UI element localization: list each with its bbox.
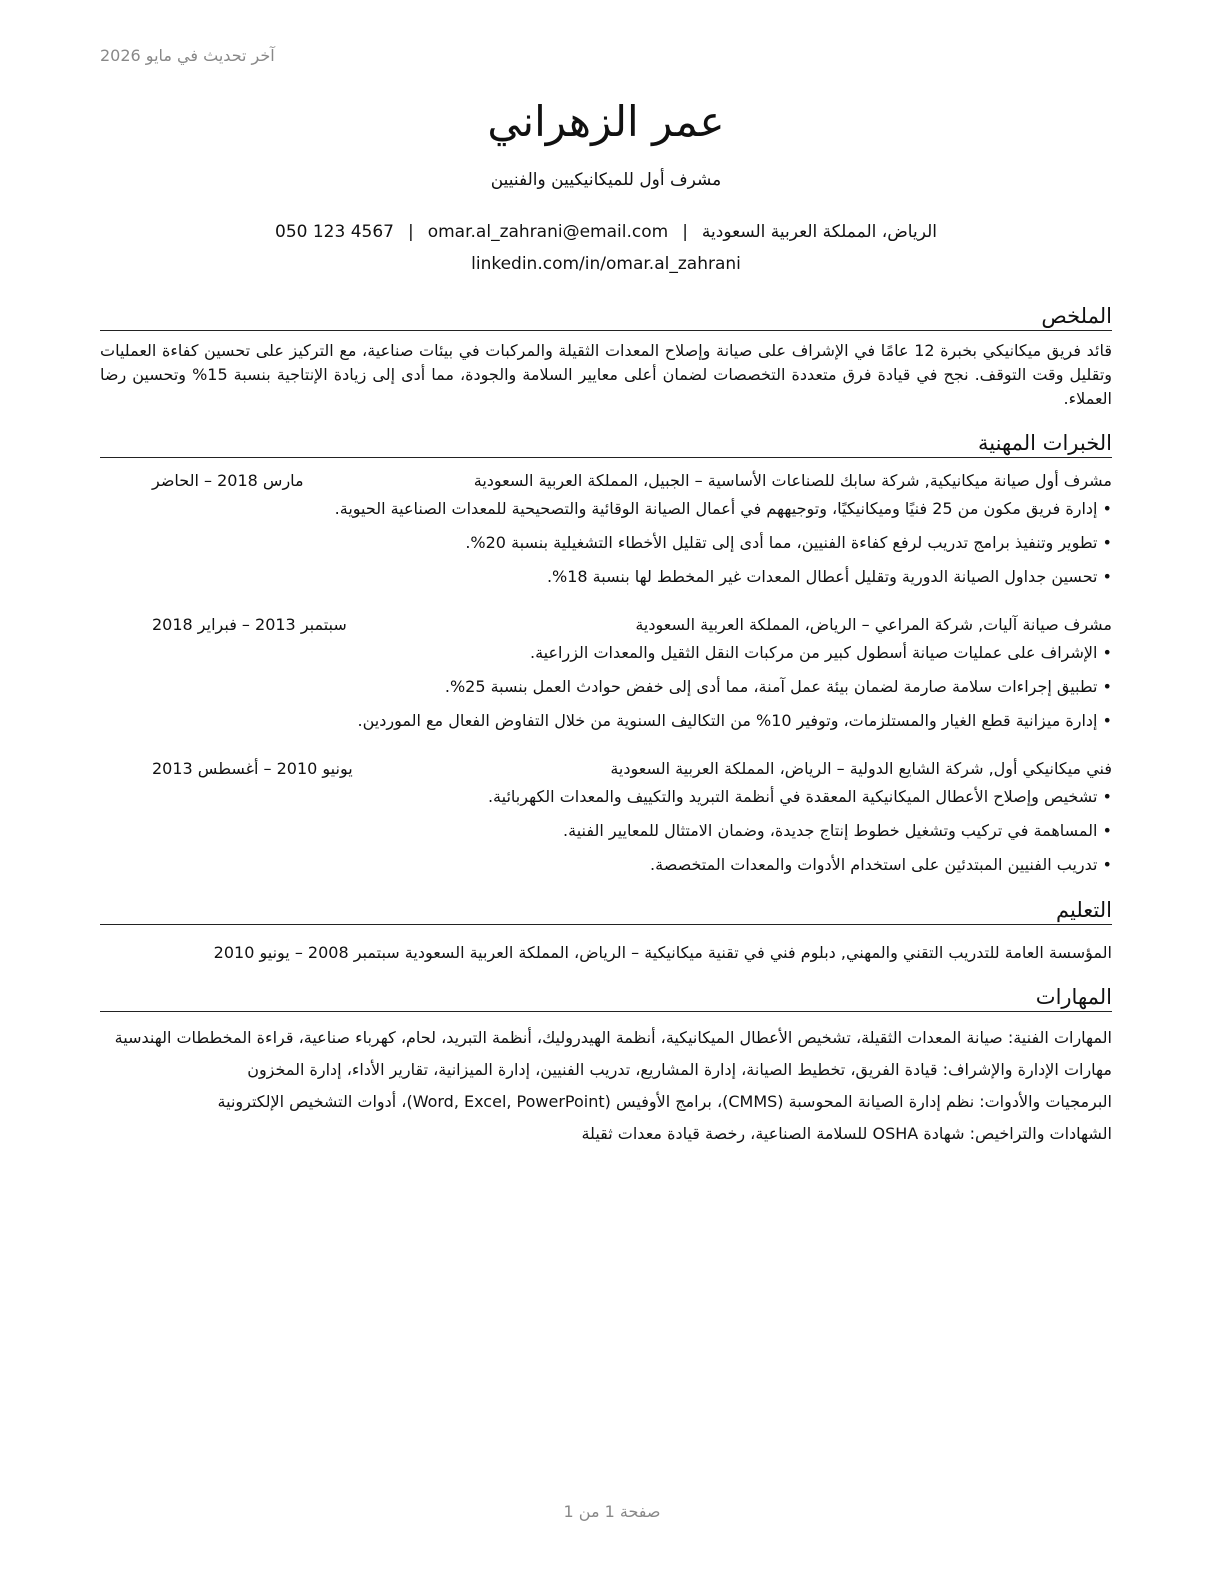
resume-page [100, 92, 1112, 1146]
page-number: صفحة 1 من 1 [563, 1502, 661, 1521]
job-role-company: مشرف صيانة آليات, شركة المراعي – الرياض، المملكة العربية السعودية [635, 615, 1112, 634]
job-bullet: • إدارة فريق مكون من 25 فنيًا وميكانيكيًا، وتوجيههم في أعمال الصيانة الوقائية والتصحيحية للمعدات الصناعية الحيوية. [100, 496, 1112, 522]
job-bullet: • تطبيق إجراءات سلامة صارمة لضمان بيئة عمل آمنة، مما أدى إلى خفض حوادث العمل بنسبة 25%. [100, 674, 1112, 700]
separator: | [682, 222, 688, 242]
job-bullet: • تحسين جداول الصيانة الدورية وتقليل أعطال المعدات غير المخطط لها بنسبة 18%. [100, 564, 1112, 590]
phone-number: 050 123 4567 [275, 222, 394, 242]
job-bullet: • إدارة ميزانية قطع الغيار والمستلزمات، وتوفير 10% من التكاليف السنوية من خلال التفاوض الفعال مع الموردين. [100, 708, 1112, 734]
linkedin-link[interactable]: linkedin.com/in/omar.al_zahrani [471, 254, 741, 274]
contact-line [100, 216, 1112, 248]
candidate-name: عمر الزهراني [487, 97, 725, 146]
education-heading: التعليم [100, 896, 1112, 925]
skill-line: الشهادات والتراخيص: شهادة OSHA للسلامة الصناعية، رخصة قيادة معدات ثقيلة [581, 1124, 1112, 1143]
summary-heading: الملخص [100, 302, 1112, 331]
job-dates: سبتمبر 2013 – فبراير 2018 [152, 615, 347, 634]
job-bullet: • الإشراف على عمليات صيانة أسطول كبير من مركبات النقل الثقيل والمعدات الزراعية. [100, 640, 1112, 666]
job-entry [100, 756, 1112, 878]
job-entry [100, 612, 1112, 734]
job-bullet: • تطوير وتنفيذ برامج تدريب لرفع كفاءة الفنيين، مما أدى إلى تقليل الأخطاء التشغيلية بنسبة 20%. [100, 530, 1112, 556]
summary-text: قائد فريق ميكانيكي بخبرة 12 عامًا في الإشراف على صيانة وإصلاح المعدات الثقيلة والمركبات في بيئات صناعية، مع التركيز على تحسين كفاءة العمليات وتقليل وقت التوقف. نجح في قيادة فرق متعددة التخصصات لضمان أعلى معايير السلامة والجودة، مما أدى إلى زيادة الإنتاجية بنسبة 15% وتحسين رضا العملاء. [100, 341, 1113, 408]
job-role-company: فني ميكانيكي أول, شركة الشايع الدولية – الرياض، المملكة العربية السعودية [610, 759, 1112, 778]
email-link[interactable]: omar.al_zahrani@email.com [427, 222, 669, 242]
separator: | [407, 222, 414, 242]
skill-line: البرمجيات والأدوات: نظم إدارة الصيانة المحوسبة (CMMS)، برامج الأوفيس (Word, Excel, PowerPoint)، أدوات التشخيص الإلكترونية [217, 1092, 1112, 1111]
education-entry: المؤسسة العامة للتدريب التقني والمهني, دبلوم فني في تقنية ميكانيكية – الرياض، المملكة العربية السعودية سبتمبر 2008 – يونيو 2010 [213, 943, 1112, 962]
job-bullet: • المساهمة في تركيب وتشغيل خطوط إنتاج جديدة، وضمان الامتثال للمعايير الفنية. [100, 818, 1112, 844]
location: الرياض، المملكة العربية السعودية [701, 222, 937, 242]
skill-line: المهارات الفنية: صيانة المعدات الثقيلة، تشخيص الأعطال الميكانيكية، أنظمة الهيدروليك، أنظمة التبريد، لحام، كهرباء صناعية، قراءة المخططات الهندسية [114, 1028, 1112, 1047]
skills-list [100, 1026, 1112, 1146]
last-updated: آخر تحديث في مايو 2026 [100, 46, 275, 65]
job-dates: يونيو 2010 – أغسطس 2013 [152, 759, 353, 778]
candidate-title: مشرف أول للميكانيكيين والفنيين [490, 170, 722, 190]
experience-heading: الخبرات المهنية [100, 429, 1112, 458]
job-role-company: مشرف أول صيانة ميكانيكية, شركة سابك للصناعات الأساسية – الجبيل، المملكة العربية السعودية [473, 471, 1112, 490]
job-bullet: • تدريب الفنيين المبتدئين على استخدام الأدوات والمعدات المتخصصة. [100, 852, 1112, 878]
skills-heading: المهارات [100, 983, 1112, 1012]
job-entry [100, 468, 1112, 590]
job-dates: مارس 2018 – الحاضر [152, 471, 304, 490]
contact-info [100, 216, 1112, 280]
skill-line: مهارات الإدارة والإشراف: قيادة الفريق، تخطيط الصيانة، إدارة المشاريع، تدريب الفنيين، إدارة الميزانية، تقارير الأداء، إدارة المخزون [247, 1060, 1112, 1079]
job-bullet: • تشخيص وإصلاح الأعطال الميكانيكية المعقدة في أنظمة التبريد والتكييف والمعدات الكهربائية. [100, 784, 1112, 810]
